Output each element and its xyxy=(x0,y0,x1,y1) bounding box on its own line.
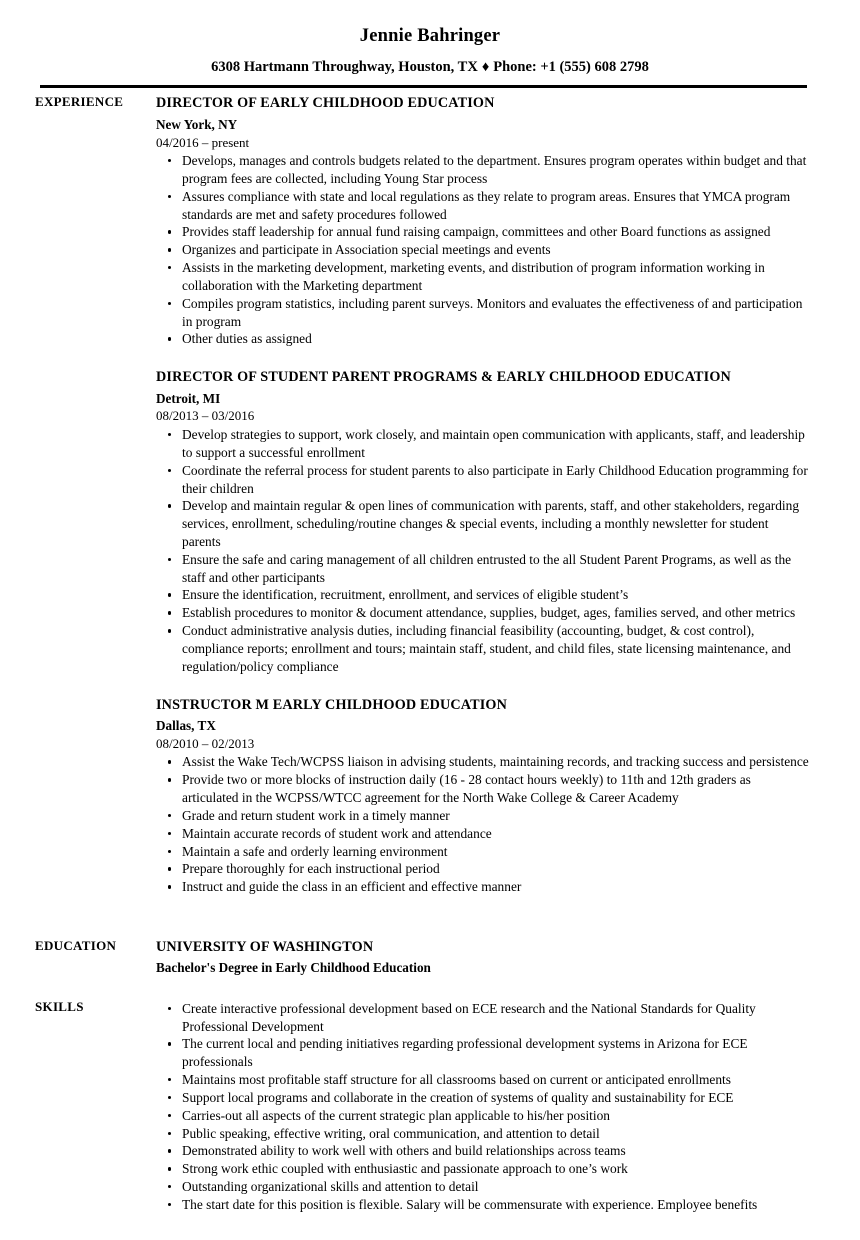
list-item: Public speaking, effective writing, oral communication, and attention to detail xyxy=(156,1125,810,1143)
skills-list xyxy=(156,1000,810,1214)
job-location: Detroit, MI xyxy=(156,390,221,406)
list-item: Ensure the identification, recruitment, enrollment, and services of eligible student’s xyxy=(156,586,810,604)
job-dates: 08/2013 – 03/2016 xyxy=(156,408,255,424)
list-item: Develop strategies to support, work closely, and maintain open communication with applicants, staff, and leadership to support a successful enrollment xyxy=(156,426,810,462)
header-divider xyxy=(40,85,807,88)
list-item: Conduct administrative analysis duties, including financial feasibility (accounting, budget, & cost control), compliance reports; enrollment and tours; maintain staff, student, and child files, state licensing maintenance, and regulation/policy compliance xyxy=(156,622,810,675)
contact-line xyxy=(0,60,860,76)
job-responsibilities xyxy=(156,152,810,348)
list-item: Organizes and participate in Association special meetings and events xyxy=(156,241,810,259)
candidate-name: Jennie Bahringer xyxy=(359,26,501,46)
experience-entry xyxy=(156,696,810,896)
list-item: Strong work ethic coupled with enthusiastic and passionate approach to one’s work xyxy=(156,1160,810,1178)
job-dates: 08/2010 – 02/2013 xyxy=(156,735,255,751)
list-item: Compiles program statistics, including parent surveys. Monitors and evaluates the effectiveness of and participation in program xyxy=(156,295,810,331)
skills-section-label: SKILLS xyxy=(35,998,84,1014)
list-item: Develops, manages and controls budgets related to the department. Ensures program operates within budget and that program fees are collected, including Young Star process xyxy=(156,152,810,188)
skills-section xyxy=(0,999,860,1214)
list-item: Grade and return student work in a timely manner xyxy=(156,807,810,825)
contact-phone: Phone: +1 (555) 608 2798 xyxy=(493,59,649,76)
education-section xyxy=(0,938,860,978)
job-dates: 04/2016 – present xyxy=(156,134,250,150)
list-item: Demonstrated ability to work well with others and build relationships across teams xyxy=(156,1142,810,1160)
job-responsibilities xyxy=(156,426,810,676)
job-title: DIRECTOR OF EARLY CHILDHOOD EDUCATION xyxy=(156,95,495,112)
list-item: Carries-out all aspects of the current strategic plan applicable to his/her position xyxy=(156,1107,810,1125)
list-item: Outstanding organizational skills and attention to detail xyxy=(156,1178,810,1196)
list-item: The current local and pending initiatives regarding professional development systems in Arizona for ECE professionals xyxy=(156,1035,810,1071)
list-item: Assures compliance with state and local regulations as they relate to program areas. Ensures that YMCA program standards are met and safety procedures followed xyxy=(156,188,810,224)
list-item: The start date for this position is flexible. Salary will be commensurate with experience. Employee benefits xyxy=(156,1196,810,1214)
entry-spacer xyxy=(156,348,810,368)
list-item: Maintains most profitable staff structure for all classrooms based on current or anticipated enrollments xyxy=(156,1071,810,1089)
experience-section xyxy=(0,94,860,896)
contact-address: 6308 Hartmann Throughway, Houston, TX xyxy=(211,59,478,76)
education-section-label: EDUCATION xyxy=(35,938,117,954)
resume-header xyxy=(0,0,860,88)
list-item: Maintain a safe and orderly learning environment xyxy=(156,843,810,861)
experience-entry xyxy=(156,368,810,675)
list-item: Coordinate the referral process for student parents to also participate in Early Childhood Education programming for their children xyxy=(156,462,810,498)
list-item: Create interactive professional development based on ECE research and the National Standards for Quality Professional Development xyxy=(156,1000,810,1036)
skills-section-body xyxy=(156,999,860,1214)
list-item: Ensure the safe and caring management of all children entrusted to the all Student Parent Programs, as well as the staff and other participants xyxy=(156,551,810,587)
list-item: Provides staff leadership for annual fund raising campaign, committees and other Board functions as assigned xyxy=(156,223,810,241)
list-item: Prepare thoroughly for each instructional period xyxy=(156,860,810,878)
list-item: Provide two or more blocks of instruction daily (16 - 28 contact hours weekly) to 11th and 12th graders as articulated in the WCPSS/WTCC agreement for the North Wake College & Career Academy xyxy=(156,771,810,807)
list-item: Support local programs and collaborate in the creation of systems of quality and sustainability for ECE xyxy=(156,1089,810,1107)
job-responsibilities xyxy=(156,753,810,896)
experience-section-label: EXPERIENCE xyxy=(35,94,124,110)
experience-entry xyxy=(156,94,810,348)
education-section-body xyxy=(156,938,860,978)
job-location: Dallas, TX xyxy=(156,718,216,734)
list-item: Assists in the marketing development, marketing events, and distribution of program information working in collaboration with the Marketing department xyxy=(156,259,810,295)
list-item: Develop and maintain regular & open lines of communication with parents, staff, and other stakeholders, regarding services, enrollment, scheduling/routine changes & special events, including a monthly newsletter for student parents xyxy=(156,497,810,550)
job-title: DIRECTOR OF STUDENT PARENT PROGRAMS & EARLY CHILDHOOD EDUCATION xyxy=(156,369,731,386)
diamond-separator-icon: ♦ xyxy=(481,59,490,76)
education-degree: Bachelor's Degree in Early Childhood Education xyxy=(156,960,431,976)
entry-spacer xyxy=(156,676,810,696)
list-item: Establish procedures to monitor & document attendance, supplies, budget, ages, families served, and other metrics xyxy=(156,604,810,622)
job-location: New York, NY xyxy=(156,116,238,132)
list-item: Instruct and guide the class in an efficient and effective manner xyxy=(156,878,810,896)
list-item: Maintain accurate records of student work and attendance xyxy=(156,825,810,843)
job-title: INSTRUCTOR M EARLY CHILDHOOD EDUCATION xyxy=(156,696,507,713)
experience-section-body xyxy=(156,94,860,896)
list-item: Assist the Wake Tech/WCPSS liaison in advising students, maintaining records, and tracking success and persistence xyxy=(156,753,810,771)
list-item: Other duties as assigned xyxy=(156,330,810,348)
education-school: UNIVERSITY OF WASHINGTON xyxy=(156,939,374,956)
